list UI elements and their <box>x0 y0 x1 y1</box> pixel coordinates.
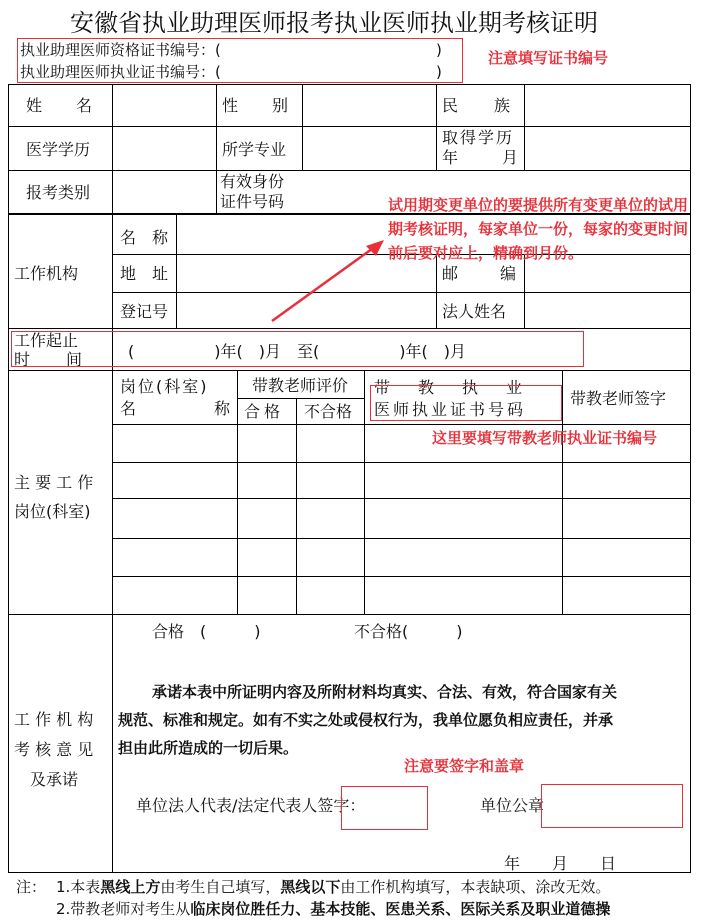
probation-annotation-3: 前后要对应上，精确到月份。 <box>388 244 584 262</box>
qualification-cert-field: 执业助理医师资格证书编号：( <box>20 41 221 59</box>
seal-label: 单位公章 <box>480 796 545 815</box>
legal-name-label: 法人姓名 <box>442 302 507 321</box>
promise-line-2: 规范、标准和规定。如有不实之处或侵权行为，我单位愿负相应责任，并承 <box>118 711 614 729</box>
promise-line-1: 承诺本表中所证明内容及所附材料均真实、合法、有效，符合国家有关 <box>152 683 618 701</box>
id-label-2: 证件号码 <box>220 192 285 211</box>
postcode-label-a: 邮 <box>442 264 459 283</box>
page-title: 安徽省执业助理医师报考执业医师执业期考核证明 <box>70 9 598 37</box>
note1-d: 黑线以下 <box>280 878 341 896</box>
period-label-2b: 间 <box>66 350 83 369</box>
name-label-b: 名 <box>76 96 93 115</box>
postcode-label-b: 编 <box>500 264 517 283</box>
teacher-sign-header: 带教老师签字 <box>570 389 667 408</box>
result-fail[interactable]: 不合格( ) <box>354 622 463 641</box>
education-label: 医学学历 <box>26 140 91 159</box>
opinion-label-2: 考 核 意 见 <box>14 740 94 759</box>
main-post-label-1: 主 要 工 作 <box>14 473 94 492</box>
obtain-label-1: 取得学历 <box>442 128 515 147</box>
major-label: 所学专业 <box>222 140 287 159</box>
org-name-label-b: 称 <box>152 228 169 247</box>
post-header-2b: 称 <box>214 399 231 418</box>
address-label-b: 址 <box>152 264 169 283</box>
promise-line-3: 担由此所造成的一切后果。 <box>118 739 299 757</box>
period-value[interactable]: ( )年( )月 至( )年( )月 <box>128 342 466 361</box>
note2-a: 2.带教老师对考生从 <box>56 900 191 918</box>
probation-annotation-1: 试用期变更单位的要提供所有变更单位的试用 <box>388 196 689 214</box>
obtain-label-2a: 年 <box>442 148 459 167</box>
practice-cert-field: 执业助理医师执业证书编号：( <box>20 63 221 81</box>
gender-label-a: 性 <box>222 96 239 115</box>
id-label-1: 有效身份 <box>220 172 285 191</box>
fail-header: 不合格 <box>304 402 353 421</box>
result-pass[interactable]: 合格 ( ) <box>152 622 261 641</box>
pass-header: 合格 <box>244 402 285 421</box>
ethnic-label-b: 族 <box>494 96 511 115</box>
post-header-1: 岗位(科室) <box>120 377 209 396</box>
note1-a: 1.本表 <box>56 878 101 896</box>
opinion-label-1: 工 作 机 构 <box>14 710 94 729</box>
probation-annotation-2: 期考核证明，每家单位一份，每家的变更时间 <box>388 220 689 238</box>
main-post-label-2: 岗位(科室) <box>14 502 91 521</box>
notes-label: 注： <box>16 878 47 896</box>
reg-no-label: 登记号 <box>120 302 169 321</box>
work-org-label: 工作机构 <box>14 264 79 283</box>
qualification-cert-close: ) <box>436 41 442 59</box>
sign-seal-annotation: 注意要签字和盖章 <box>404 757 525 775</box>
note1-b: 黑线上方 <box>100 878 161 896</box>
period-label-1: 工作起止 <box>14 331 79 350</box>
post-header-2a: 名 <box>120 399 137 418</box>
teacher-cert-annotation: 这里要填写带教老师执业证书编号 <box>432 429 658 447</box>
teacher-cert-header-2: 医师执业证书号码 <box>374 400 527 419</box>
note1-e: 由工作机构填写，本表缺项、涂改无效。 <box>340 878 611 896</box>
org-name-label-a: 名 <box>120 228 137 247</box>
name-label-a: 姓 <box>26 96 43 115</box>
gender-label-b: 别 <box>272 96 289 115</box>
date-field[interactable]: 年 月 日 <box>504 854 617 873</box>
ethnic-label-a: 民 <box>442 96 459 115</box>
period-label-2a: 时 <box>14 350 31 369</box>
address-label-a: 地 <box>120 264 137 283</box>
cert-annotation: 注意填写证书编号 <box>488 49 609 67</box>
note2-b: 临床岗位胜任力、基本技能、医患关系、医际关系及职业道德操 <box>190 900 611 918</box>
note1-c: 由考生自己填写， <box>160 878 281 896</box>
opinion-label-3: 及承诺 <box>30 770 79 789</box>
category-label: 报考类别 <box>26 183 91 202</box>
eval-header: 带教老师评价 <box>252 376 349 395</box>
obtain-label-2b: 月 <box>502 148 519 167</box>
teacher-cert-header-1: 带 教 执 业 <box>374 378 529 397</box>
practice-cert-close: ) <box>436 63 442 81</box>
legal-sign-label: 单位法人代表/法定代表人签字： <box>136 796 366 815</box>
